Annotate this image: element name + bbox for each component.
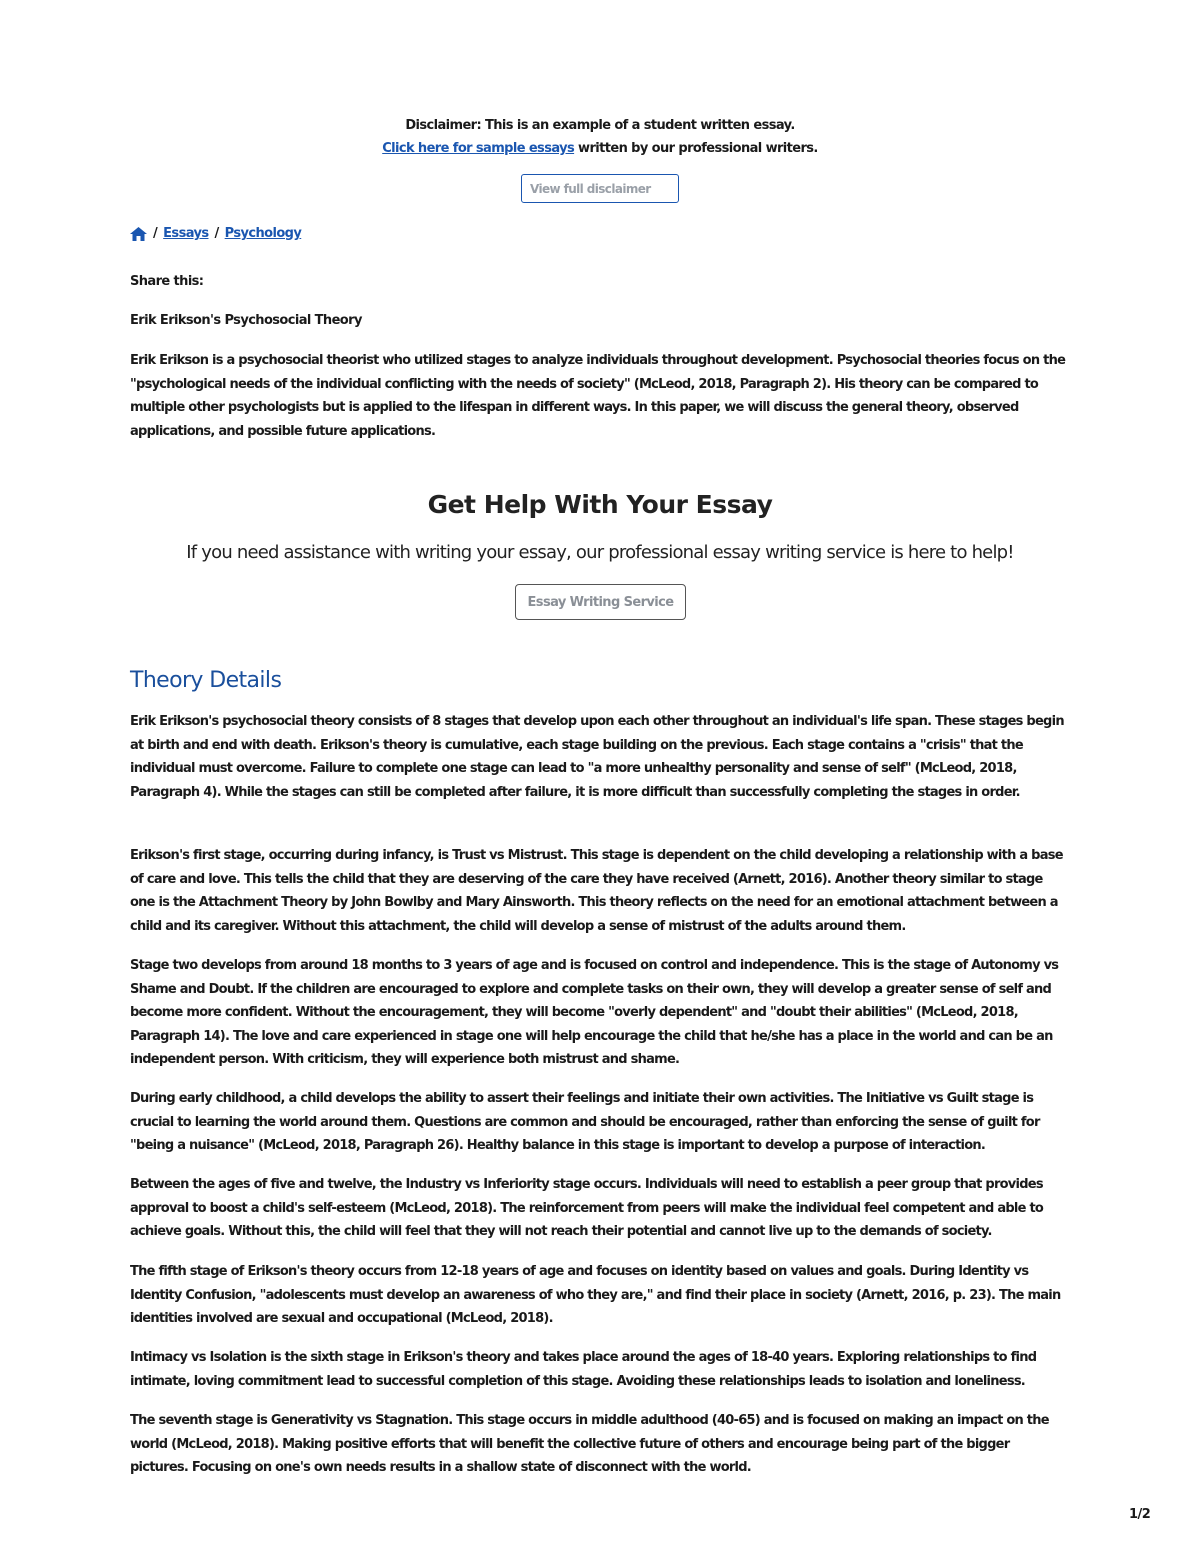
- page-number: 1/2: [1129, 1507, 1151, 1522]
- body-paragraph-6: The fifth stage of Erikson's theory occurs from 12-18 years of age and focuses on identity based on values and goals. During Identity vs Identity Confusion, "adolescents must develop an awareness of who they are," and find their place in society (Arnett, 2016, p. 23). The main identities involved are sexual and occupational (McLeod, 2018).: [130, 1264, 1061, 1327]
- disclaimer-block: [130, 114, 1070, 160]
- section-heading: Theory Details: [130, 668, 282, 693]
- cta-title: Get Help With Your Essay: [427, 490, 773, 519]
- breadcrumb-separator: /: [214, 226, 219, 241]
- body-paragraph-3: Stage two develops from around 18 months to 3 years of age and is focused on control and independence. This is the stage of Autonomy vs Shame and Doubt. If the children are encouraged to explore and complete tasks on their own, they will develop a greater sense of self and become more confident. Without the encouragement, they will become "overly dependent" and "doubt their abilities" (McLeod, 2018, Paragraph 14). The love and care experienced in stage one will help encourage the child that he/she has a place in the world and can be an independent person. With criticism, they will experience both mistrust and shame.: [130, 958, 1059, 1068]
- intro-paragraph: Erik Erikson is a psychosocial theorist who utilized stages to analyze individuals throughout development. Psychosocial theories focus on the "psychological needs of the individual conflicting with the needs of society" (McLeod, 2018, Paragraph 2). His theory can be compared to multiple other psychologists but is applied to the lifespan in different ways. In this paper, we will discuss the general theory, observed applications, and possible future applications.: [130, 353, 1066, 439]
- disclaimer-label: Disclaimer:: [405, 118, 482, 133]
- cta-subtitle: If you need assistance with writing your essay, our professional essay writing service is here to help!: [186, 542, 1014, 563]
- body-paragraph-5: Between the ages of five and twelve, the Industry vs Inferiority stage occurs. Individuals will need to establish a peer group that provides approval to boost a child's self-esteem (McLeod, 2018). The reinforcement from peers will make the individual feel competent and able to achieve goals. Without this, the child will feel that they will not reach their potential and cannot live up to the demands of society.: [130, 1177, 1044, 1240]
- body-paragraph-1: Erik Erikson's psychosocial theory consists of 8 stages that develop upon each other throughout an individual's life span. These stages begin at birth and end with death. Erikson's theory is cumulative, each stage building on the previous. Each stage contains a "crisis" that the individual must overcome. Failure to complete one stage can lead to "a more unhealthy personality and sense of self" (McLeod, 2018, Paragraph 4). While the stages can still be completed after failure, it is more difficult than successfully completing the stages in order.: [130, 714, 1064, 800]
- sample-essays-suffix: written by our professional writers.: [574, 141, 818, 156]
- body-paragraph-2: Erikson's first stage, occurring during infancy, is Trust vs Mistrust. This stage is dependent on the child developing a relationship with a base of care and love. This tells the child that they are deserving of the care they have received (Arnett, 2016). Another theory similar to stage one is the Attachment Theory by John Bowlby and Mary Ainsworth. This theory reflects on the need for an emotional attachment between a child and its caregiver. Without this attachment, the child will develop a sense of mistrust of the adults around them.: [130, 848, 1063, 934]
- essay-title: Erik Erikson's Psychosocial Theory: [130, 313, 362, 328]
- breadcrumb-separator: /: [153, 226, 158, 241]
- breadcrumb-psychology[interactable]: Psychology: [224, 226, 302, 241]
- share-label: Share this:: [130, 274, 204, 289]
- disclaimer-line: [130, 114, 1070, 137]
- body-paragraph-7: Intimacy vs Isolation is the sixth stage in Erikson's theory and takes place around the ages of 18-40 years. Exploring relationships to find intimate, loving commitment lead to successful completion of this stage. Avoiding these relationships leads to isolation and loneliness.: [130, 1350, 1037, 1389]
- breadcrumb-essays[interactable]: Essays: [163, 226, 209, 241]
- body-paragraph-4: During early childhood, a child develops the ability to assert their feelings and initiate their own activities. The Initiative vs Guilt stage is crucial to learning the world around them. Questions are common and should be encouraged, rather than enforcing the sense of guilt for "being a nuisance" (McLeod, 2018, Paragraph 26). Healthy balance in this stage is important to develop a purpose of interaction.: [130, 1091, 1040, 1154]
- body-paragraph-8: The seventh stage is Generativity vs Stagnation. This stage occurs in middle adulthood (40-65) and is focused on making an impact on the world (McLeod, 2018). Making positive efforts that will benefit the collective future of others and encourage being part of the bigger pictures. Focusing on one's own needs results in a shallow state of disconnect with the world.: [130, 1413, 1049, 1476]
- disclaimer-text: This is an example of a student written essay.: [481, 118, 795, 133]
- sample-essays-line: [130, 137, 1070, 160]
- view-disclaimer-button[interactable]: View full disclaimer: [521, 174, 679, 203]
- sample-essays-link[interactable]: Click here for sample essays: [382, 141, 575, 156]
- home-icon[interactable]: [130, 227, 147, 241]
- essay-writing-service-button[interactable]: Essay Writing Service: [515, 584, 686, 620]
- breadcrumb: [130, 226, 301, 241]
